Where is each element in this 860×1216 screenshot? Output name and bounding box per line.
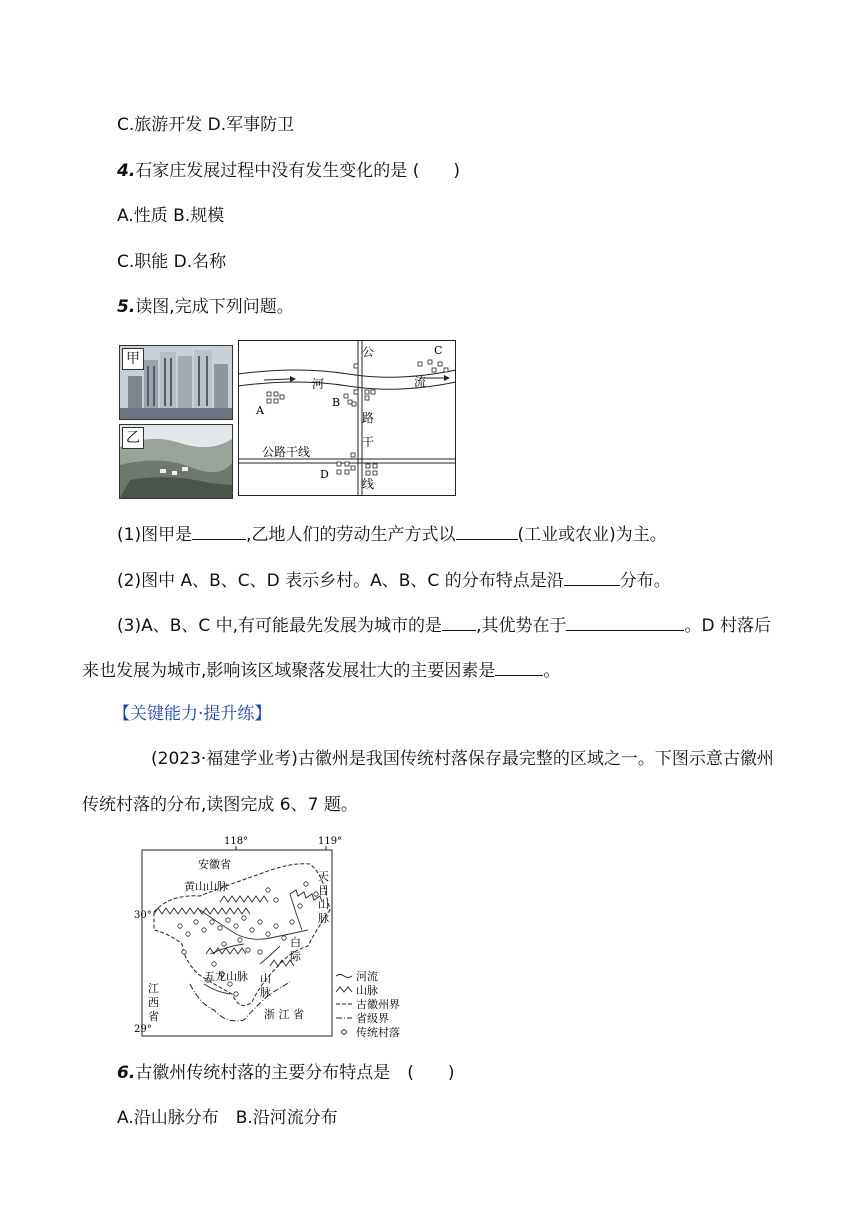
- legend-huizhou: 古徽州界: [356, 998, 400, 1011]
- label-huangshan: 黄山山脉: [184, 880, 228, 893]
- legend-mountain-symbol: [336, 987, 352, 992]
- label-tianmu-3: 山: [318, 898, 329, 911]
- q5-sub1-part3: (工业或农业)为主。: [517, 525, 667, 545]
- label-wulong: 五龙山脉: [204, 970, 248, 983]
- q5-sub3-part5: 。: [543, 661, 561, 681]
- q5-sub3-blank2[interactable]: [566, 612, 684, 631]
- lat-29: 29°: [134, 1024, 152, 1035]
- photo-yi-label: 乙: [122, 427, 144, 449]
- village-b-label: B: [332, 396, 341, 409]
- q5-sub1-blank1[interactable]: [192, 521, 246, 540]
- q4-options-ab: A.性质 B.规模: [117, 206, 225, 226]
- q5-number: 5.: [117, 297, 136, 317]
- q4-options-cd: C.职能 D.名称: [117, 252, 227, 272]
- legend-village-symbol: [342, 1030, 347, 1035]
- q5-sub2-part2: 分布。: [619, 571, 671, 591]
- label-tianmu-2: 目: [318, 884, 329, 897]
- label-zhejiang: 浙 江 省: [264, 1008, 304, 1021]
- lon-118: 118°: [224, 836, 249, 847]
- road-label-gong: 公: [362, 345, 375, 359]
- road-label-xian: 线: [362, 477, 375, 491]
- q3-options-cd: C.旅游开发 D.军事防卫: [117, 115, 295, 135]
- river-label-1: 河: [312, 377, 325, 391]
- legend-river: 河流: [356, 970, 378, 983]
- road-horizontal-label: 公路干线: [262, 445, 311, 459]
- q5-sub3: [117, 612, 771, 638]
- legend-village: 传统村落: [356, 1026, 400, 1039]
- village-c-label: C: [434, 344, 443, 357]
- q5-sub3-blank3[interactable]: [495, 657, 543, 676]
- q5-sub3-part4: 来也发展为城市,影响该区域聚落发展壮大的主要因素是: [82, 661, 496, 681]
- label-shanmai-2: 脉: [260, 986, 271, 999]
- q5-sub3-cont: [82, 657, 560, 683]
- q5-sub3-part3: 。D 村落后: [684, 616, 771, 636]
- q4-number: 4.: [117, 161, 136, 181]
- river-label-2: 流: [414, 375, 427, 389]
- label-jiangxi-3: 省: [148, 1010, 159, 1023]
- legend-mountain: 山脉: [356, 984, 378, 997]
- legend-river-symbol: [336, 975, 352, 978]
- legend-province: 省级界: [356, 1012, 389, 1025]
- label-baiji-1: 白: [290, 936, 301, 949]
- road-label-gan: 干: [362, 435, 375, 449]
- q4-stem: [117, 159, 460, 183]
- huizhou-map: [134, 834, 412, 1040]
- lat-30: 30°: [134, 910, 152, 921]
- section-title: 【关键能力·提升练】: [113, 704, 272, 724]
- q5-sub3-part1: (3)A、B、C 中,有可能最先发展为城市的是: [117, 616, 443, 636]
- q5-sub3-blank1[interactable]: [442, 612, 476, 631]
- label-jiangxi-2: 西: [148, 996, 159, 1009]
- label-baiji-2: 际: [290, 950, 301, 963]
- q5-sub1-blank2[interactable]: [456, 521, 518, 540]
- q6-stem: [117, 1061, 455, 1085]
- photo-yi: [119, 424, 233, 499]
- photo-jia-label: 甲: [122, 348, 144, 370]
- q5-stem: [117, 295, 294, 319]
- river-road-map-svg: [238, 340, 456, 496]
- label-tianmu-4: 脉: [318, 912, 329, 925]
- q5-stem-text: 读图,完成下列问题。: [135, 297, 294, 317]
- lon-119: 119°: [318, 836, 343, 847]
- q4-stem-text: 石家庄发展过程中没有发生变化的是 ( ): [135, 161, 460, 181]
- village-d-label: D: [320, 468, 329, 481]
- q5-sub3-part2: ,其优势在于: [476, 616, 567, 636]
- q5-sub2: [117, 567, 671, 593]
- huizhou-map-svg: [134, 834, 412, 1040]
- q6-options-ab: A.沿山脉分布 B.沿河流分布: [117, 1108, 338, 1128]
- q5-sub1: [117, 521, 667, 547]
- map-legend: [336, 969, 400, 1039]
- label-anhui: 安徽省: [198, 858, 231, 871]
- q6-stem-text: 古徽州传统村落的主要分布特点是 ( ): [135, 1063, 455, 1083]
- label-jiangxi-1: 江: [148, 982, 159, 995]
- q5-sub2-blank[interactable]: [564, 567, 620, 586]
- q5-sub1-part2: ,乙地人们的劳动生产方式以: [246, 525, 456, 545]
- label-tianmu-1: 天: [318, 870, 329, 883]
- intro-line-2: 传统村落的分布,读图完成 6、7 题。: [82, 795, 358, 815]
- photo-jia: [119, 345, 233, 420]
- q6-number: 6.: [117, 1063, 136, 1083]
- road-label-lu: 路: [362, 411, 375, 425]
- intro-line-1: (2023·福建学业考)古徽州是我国传统村落保存最完整的区域之一。下图示意古徽州: [151, 749, 774, 769]
- label-shanmai-1: 山: [260, 972, 271, 985]
- river-road-map: [238, 340, 456, 496]
- q5-sub2-part1: (2)图中 A、B、C、D 表示乡村。A、B、C 的分布特点是沿: [117, 571, 564, 591]
- village-a-label: A: [256, 404, 264, 417]
- q5-sub1-part1: (1)图甲是: [117, 525, 193, 545]
